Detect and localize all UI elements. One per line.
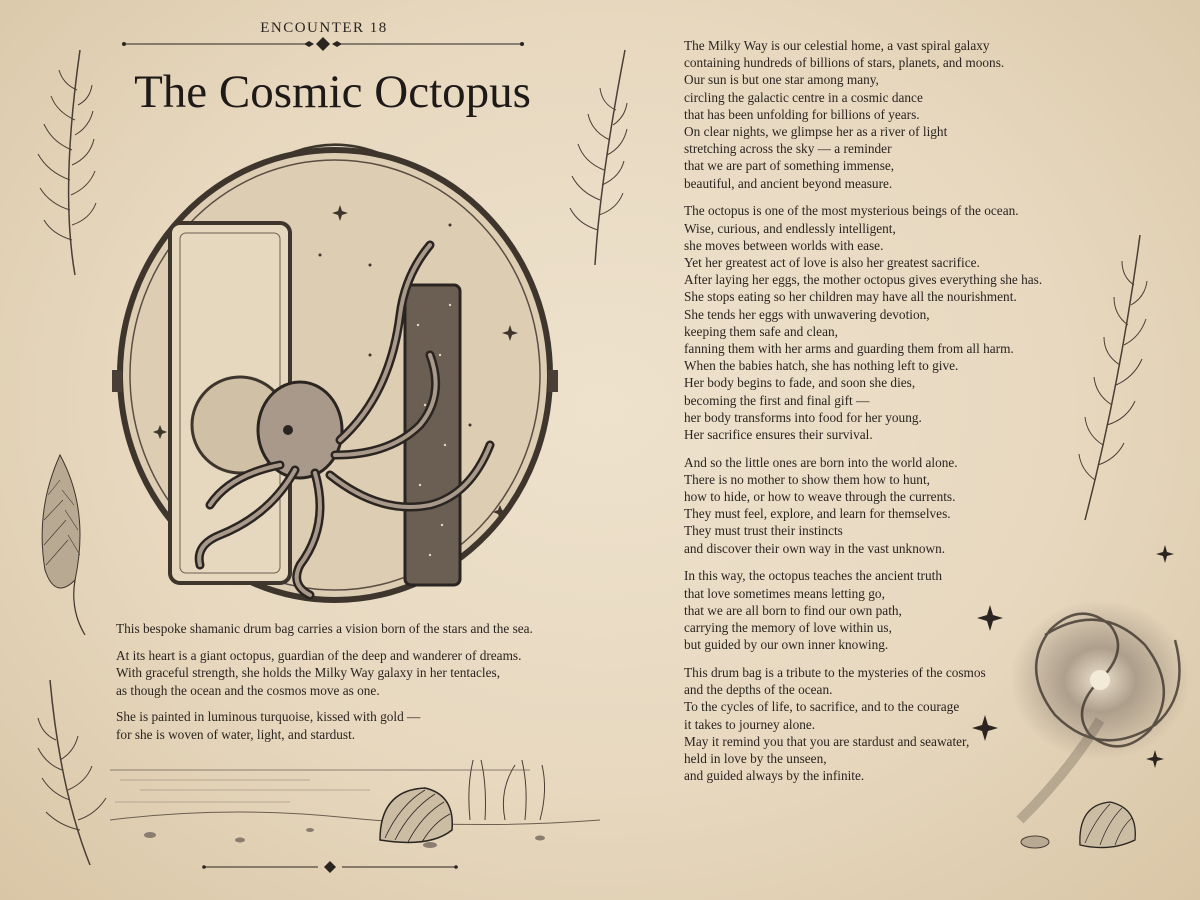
text-line: On clear nights, we glimpse her as a river of light: [684, 124, 948, 140]
feather-icon: [30, 450, 90, 640]
text-line: stretching across the sky — a reminder: [684, 141, 892, 157]
text-line: becoming the first and final gift —: [684, 392, 870, 408]
fern-sprig-icon: [20, 40, 100, 280]
fern-sprig-icon: [560, 40, 640, 270]
text-line: There is no mother to show them how to hunt,: [684, 471, 930, 487]
text-line: This bespoke shamanic drum bag carries a vision born of the stars and the sea.: [116, 621, 533, 636]
fern-sprig-icon: [1070, 225, 1160, 525]
text-line: but guided by our own inner knowing.: [684, 637, 889, 653]
left-paragraph: [116, 647, 596, 700]
text-line: The Milky Way is our celestial home, a vast spiral galaxy: [684, 38, 990, 53]
text-line: beautiful, and ancient beyond measure.: [684, 175, 893, 191]
ornamental-rule: [118, 36, 528, 52]
text-line: And so the little ones are born into the world alone.: [684, 454, 958, 470]
text-line: as though the ocean and the cosmos move as one.: [116, 682, 380, 698]
text-line: They must feel, explore, and learn for themselves.: [684, 506, 951, 522]
text-line: With graceful strength, she holds the Milky Way galaxy in her tentacles,: [116, 665, 501, 680]
spiral-galaxy-icon: [960, 520, 1195, 850]
text-line: how to hide, or how to weave through the currents.: [684, 489, 956, 505]
right-paragraph: [684, 37, 1104, 192]
text-line: that love sometimes means letting go,: [684, 585, 885, 601]
text-line: containing hundreds of billions of stars, planets, and moons.: [684, 55, 1005, 71]
text-line: Her body begins to fade, and soon she dies,: [684, 375, 916, 391]
text-line: In this way, the octopus teaches the ancient truth: [684, 568, 942, 584]
text-line: When the babies hatch, she has nothing left to give.: [684, 358, 959, 374]
left-paragraph: [116, 708, 596, 743]
text-line: Her sacrifice ensures their survival.: [684, 426, 873, 442]
text-line: This drum bag is a tribute to the mysteries of the cosmos: [684, 664, 986, 680]
page-title: The Cosmic Octopus: [134, 66, 531, 118]
text-line: that has been unfolding for billions of years.: [684, 106, 920, 122]
text-line: At its heart is a giant octopus, guardian of the deep and wanderer of dreams.: [116, 647, 522, 663]
text-line: Yet her greatest act of love is also her greatest sacrifice.: [684, 254, 980, 270]
text-line: They must trust their instincts: [684, 523, 843, 539]
text-line: circling the galactic centre in a cosmic dance: [684, 89, 923, 105]
shoreline-illustration: [110, 760, 600, 860]
text-line: After laying her eggs, the mother octopus gives everything she has.: [684, 272, 1043, 288]
text-line: and guided always by the infinite.: [684, 768, 865, 784]
text-line: and discover their own way in the vast unknown.: [684, 540, 946, 556]
text-line: that we are part of something immense,: [684, 158, 895, 174]
text-line: She stops eating so her children may have all the nourishment.: [684, 289, 1017, 305]
text-line: She is painted in luminous turquoise, kissed with gold —: [116, 709, 421, 724]
text-line: for she is woven of water, light, and stardust.: [116, 726, 356, 742]
encounter-label: ENCOUNTER 18: [260, 20, 388, 36]
right-paragraph: [684, 202, 1104, 443]
text-line: it takes to journey alone.: [684, 716, 816, 732]
text-line: Wise, curious, and endlessly intelligent,: [684, 220, 896, 236]
text-line: To the cycles of life, to sacrifice, and to the courage: [684, 699, 960, 715]
drum-bag-octopus-illustration: [100, 125, 570, 610]
text-line: The octopus is one of the most mysterious beings of the ocean.: [684, 203, 1019, 219]
text-line: Our sun is but one star among many,: [684, 72, 879, 88]
text-line: May it remind you that you are stardust and seawater,: [684, 733, 970, 749]
text-line: that we are all born to find our own path,: [684, 602, 902, 618]
fern-sprig-icon: [20, 670, 120, 870]
text-line: her body transforms into food for her young.: [684, 409, 922, 425]
text-line: held in love by the unseen,: [684, 750, 827, 766]
left-paragraph: [116, 620, 596, 638]
text-line: she moves between worlds with ease.: [684, 237, 884, 253]
text-line: She tends her eggs with unwavering devotion,: [684, 306, 930, 322]
text-line: keeping them safe and clean,: [684, 323, 838, 339]
seashell-icon: [370, 780, 460, 850]
text-line: and the depths of the ocean.: [684, 682, 833, 698]
left-page-text: [116, 620, 596, 752]
text-line: fanning them with her arms and guarding them from all harm.: [684, 340, 1014, 356]
ornamental-rule: [200, 860, 460, 874]
text-line: carrying the memory of love within us,: [684, 620, 892, 635]
